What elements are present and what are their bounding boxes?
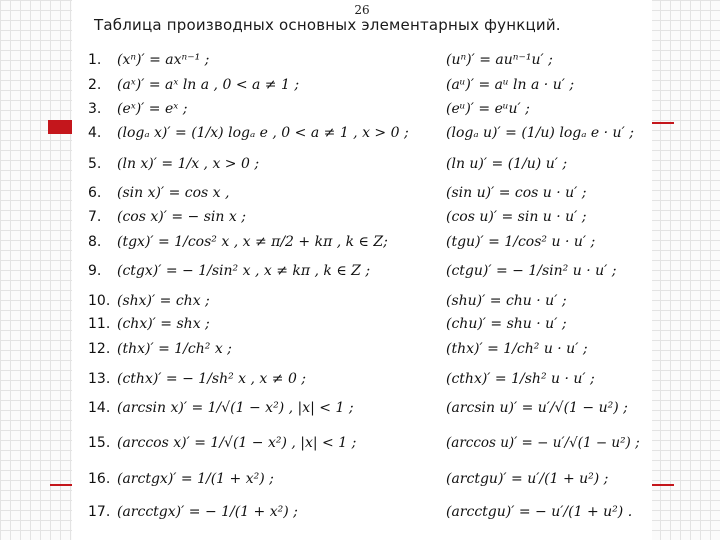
- formula-x: (arcctgx)′ = − 1/(1 + x²) ;: [117, 504, 298, 520]
- row-number: 12.: [88, 341, 111, 357]
- table-row: [72, 180, 652, 206]
- table-row: [72, 395, 652, 421]
- formula-u: (arcsin u)′ = u′/√(1 − u²) ;: [446, 400, 628, 416]
- formula-u: (aᵘ)′ = aᵘ ln a · u′ ;: [446, 77, 575, 93]
- slide-rule-left-bottom: [50, 484, 72, 486]
- row-number: 9.: [88, 263, 102, 279]
- formula-x: (eˣ)′ = eˣ ;: [117, 101, 188, 117]
- row-number: 8.: [88, 234, 102, 250]
- row-number: 11.: [88, 316, 111, 332]
- row-number: 6.: [88, 185, 102, 201]
- row-number: 3.: [88, 101, 102, 117]
- formula-u: (arcctgu)′ = − u′/(1 + u²) .: [446, 504, 633, 520]
- row-number: 1.: [88, 52, 102, 68]
- row-number: 14.: [88, 400, 111, 416]
- row-number: 13.: [88, 371, 111, 387]
- table-row: [72, 311, 652, 337]
- row-number: 7.: [88, 209, 102, 225]
- formula-x: (sin x)′ = cos x ,: [117, 185, 230, 201]
- slide-rule-left-top: [50, 127, 72, 129]
- formula-u: (tgu)′ = 1/cos² u · u′ ;: [446, 234, 596, 250]
- formula-x: (chx)′ = shx ;: [117, 316, 210, 332]
- formula-x: (arcsin x)′ = 1/√(1 − x²) , |x| < 1 ;: [117, 400, 354, 416]
- table-row: [72, 258, 652, 284]
- row-number: 17.: [88, 504, 111, 520]
- formula-u: (shu)′ = chu · u′ ;: [446, 293, 567, 309]
- formula-u: (thx)′ = 1/ch² u · u′ ;: [446, 341, 588, 357]
- table-row: [72, 466, 652, 492]
- slide-rule-right-top: [652, 122, 674, 124]
- table-row: [72, 204, 652, 230]
- formula-x: (xⁿ)′ = axⁿ⁻¹ ;: [117, 52, 210, 68]
- row-number: 10.: [88, 293, 111, 309]
- formula-u: (arctgu)′ = u′/(1 + u²) ;: [446, 471, 609, 487]
- page-number: 26: [354, 3, 370, 17]
- formula-x: (logₐ x)′ = (1/x) logₐ e , 0 < a ≠ 1 , x > 0 ;: [117, 125, 409, 141]
- formula-x: (cthx)′ = − 1/sh² x , x ≠ 0 ;: [117, 371, 307, 387]
- formula-u: (ln u)′ = (1/u) u′ ;: [446, 156, 568, 172]
- table-row: [72, 430, 652, 456]
- row-number: 16.: [88, 471, 111, 487]
- formula-u: (cos u)′ = sin u · u′ ;: [446, 209, 587, 225]
- page-title: Таблица производных основных элементарных функций.: [94, 16, 561, 34]
- table-row: [72, 499, 652, 525]
- formula-x: (arctgx)′ = 1/(1 + x²) ;: [117, 471, 274, 487]
- formula-u: (ctgu)′ = − 1/sin² u · u′ ;: [446, 263, 617, 279]
- slide-rule-right-bottom: [652, 484, 674, 486]
- table-row: [72, 120, 652, 146]
- formula-x: (tgx)′ = 1/cos² x , x ≠ π/2 + kπ , k ∈ Z;: [117, 234, 388, 250]
- scanned-page: [72, 0, 652, 540]
- formula-x: (shx)′ = chx ;: [117, 293, 210, 309]
- formula-u: (logₐ u)′ = (1/u) logₐ e · u′ ;: [446, 125, 634, 141]
- formula-u: (arccos u)′ = − u′/√(1 − u²) ;: [446, 435, 640, 451]
- formula-u: (eᵘ)′ = eᵘu′ ;: [446, 101, 530, 117]
- formula-x: (thx)′ = 1/ch² x ;: [117, 341, 232, 357]
- row-number: 5.: [88, 156, 102, 172]
- formula-x: (arccos x)′ = 1/√(1 − x²) , |x| < 1 ;: [117, 435, 357, 451]
- table-row: [72, 366, 652, 392]
- formula-x: (aˣ)′ = aˣ ln a , 0 < a ≠ 1 ;: [117, 77, 300, 93]
- row-number: 4.: [88, 125, 102, 141]
- table-row: [72, 72, 652, 98]
- formula-x: (ctgx)′ = − 1/sin² x , x ≠ kπ , k ∈ Z ;: [117, 263, 371, 279]
- formula-u: (chu)′ = shu · u′ ;: [446, 316, 567, 332]
- table-row: [72, 229, 652, 255]
- table-row: [72, 151, 652, 177]
- table-row: [72, 336, 652, 362]
- formula-u: (sin u)′ = cos u · u′ ;: [446, 185, 587, 201]
- row-number: 2.: [88, 77, 102, 93]
- formula-x: (cos x)′ = − sin x ;: [117, 209, 246, 225]
- formula-u: (cthx)′ = 1/sh² u · u′ ;: [446, 371, 595, 387]
- row-number: 15.: [88, 435, 111, 451]
- formula-x: (ln x)′ = 1/x , x > 0 ;: [117, 156, 260, 172]
- table-row: [72, 96, 652, 122]
- formula-u: (uⁿ)′ = auⁿ⁻¹u′ ;: [446, 52, 553, 68]
- table-row: [72, 47, 652, 73]
